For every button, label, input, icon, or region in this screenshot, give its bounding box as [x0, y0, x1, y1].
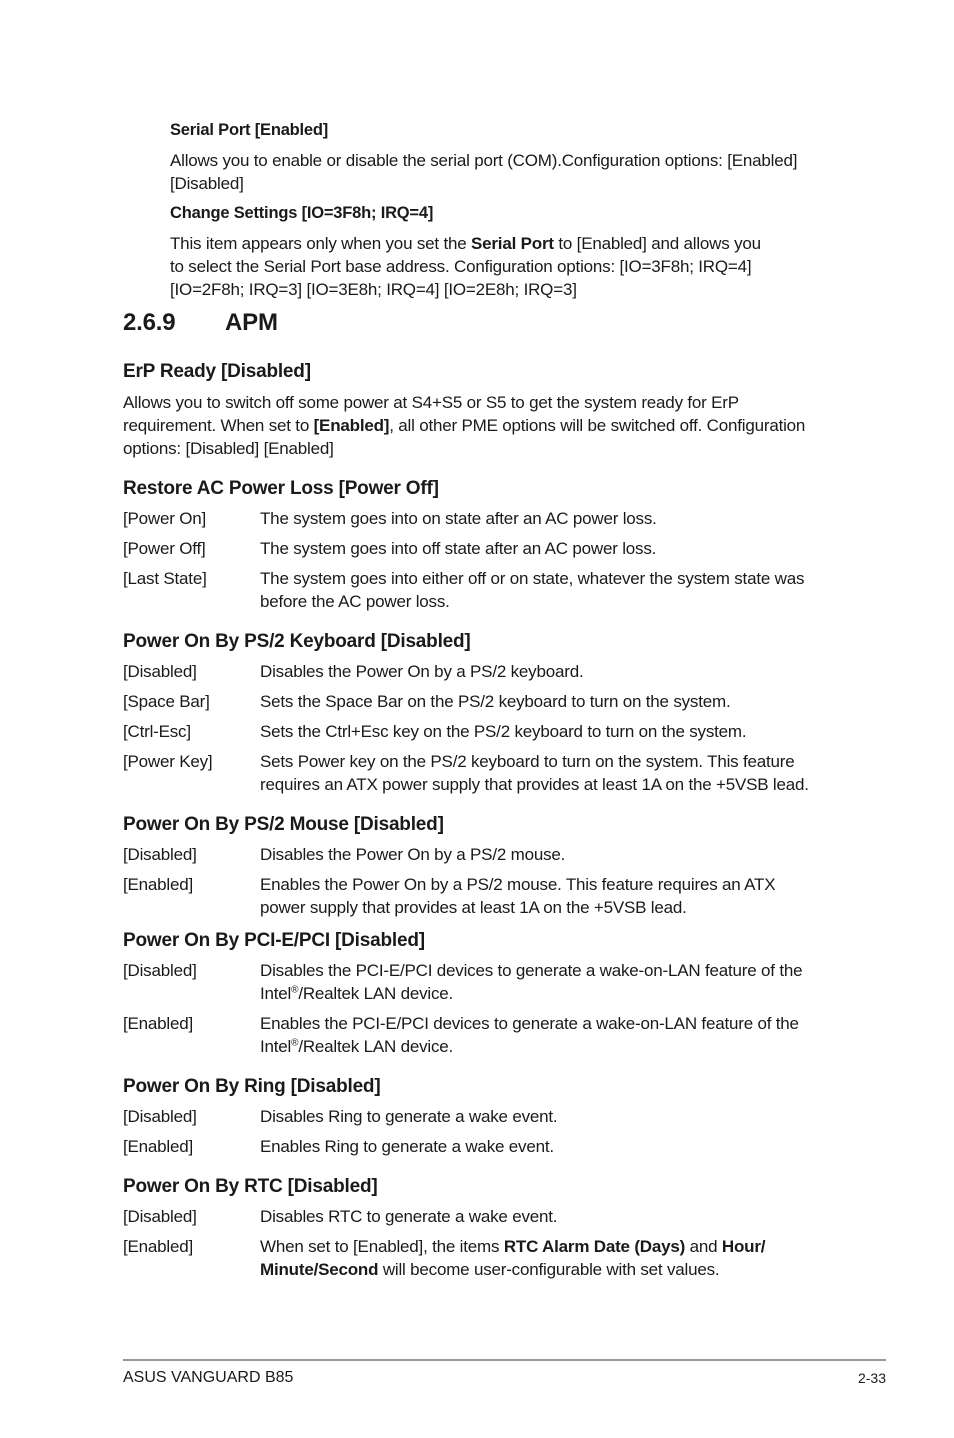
footer-product-name: ASUS VANGUARD B85	[123, 1369, 294, 1386]
erp-desc-line1: Allows you to switch off some power at S4+S5 or S5 to get the system ready for ErP	[123, 393, 739, 412]
ps2-mouse-heading: Power On By PS/2 Mouse [Disabled]	[123, 814, 444, 835]
option-key: [Disabled]	[123, 845, 197, 864]
change-settings-desc-line1: This item appears only when you set the Serial Port to [Enabled] and allows you	[170, 234, 761, 253]
restore-ac-heading: Restore AC Power Loss [Power Off]	[123, 478, 439, 499]
option-key: [Power On]	[123, 509, 207, 528]
option-desc: When set to [Enabled], the items RTC Alarm Date (Days) and Hour/	[260, 1237, 766, 1256]
option-key: [Ctrl-Esc]	[123, 722, 191, 741]
section-number: 2.6.9	[123, 309, 176, 336]
hour-term: Hour/	[721, 1237, 766, 1256]
option-desc: Disables the Power On by a PS/2 keyboard.	[260, 662, 584, 681]
erp-desc-line3: options: [Disabled] [Enabled]	[123, 439, 334, 458]
option-key: [Space Bar]	[123, 692, 210, 711]
option-key: [Disabled]	[123, 1107, 197, 1126]
change-settings-heading: Change Settings [IO=3F8h; IRQ=4]	[170, 204, 434, 222]
erp-desc-line2: requirement. When set to [Enabled], all other PME options will be switched off. Configuration	[123, 416, 806, 435]
option-desc: Intel®/Realtek LAN device.	[260, 1037, 454, 1056]
page-number: 2-33	[857, 1370, 886, 1386]
option-key: [Power Key]	[123, 752, 213, 771]
option-desc: The system goes into either off or on state, whatever the system state was	[260, 569, 805, 588]
footer-rule	[123, 1359, 886, 1361]
option-key: [Enabled]	[123, 1137, 194, 1156]
option-desc: Enables Ring to generate a wake event.	[260, 1137, 554, 1156]
erp-ready-heading: ErP Ready [Disabled]	[123, 361, 311, 382]
registered-mark: ®	[291, 1037, 299, 1049]
option-key: [Disabled]	[123, 1207, 197, 1226]
option-key: [Last State]	[123, 569, 207, 588]
option-key: [Enabled]	[123, 875, 194, 894]
option-desc: Sets Power key on the PS/2 keyboard to turn on the system. This feature	[260, 752, 795, 771]
option-desc: Minute/Second will become user-configurable with set values.	[260, 1260, 720, 1279]
rtc-heading: Power On By RTC [Disabled]	[123, 1176, 378, 1197]
option-desc: before the AC power loss.	[260, 592, 450, 611]
section-title: APM	[225, 309, 278, 336]
change-settings-desc-line2: to select the Serial Port base address. Configuration options: [IO=3F8h; IRQ=4]	[170, 257, 752, 276]
ps2-keyboard-heading: Power On By PS/2 Keyboard [Disabled]	[123, 631, 471, 652]
registered-mark: ®	[291, 984, 299, 996]
serial-port-heading: Serial Port [Enabled]	[170, 121, 329, 139]
serial-port-desc-line1: Allows you to enable or disable the serial port (COM).Configuration options: [Enabled]	[170, 151, 798, 170]
option-key: [Disabled]	[123, 662, 197, 681]
option-desc: Enables the PCI-E/PCI devices to generate a wake-on-LAN feature of the	[260, 1014, 799, 1033]
option-key: [Power Off]	[123, 539, 206, 558]
minute-second-term: Minute/Second	[260, 1260, 379, 1279]
serial-port-desc-line2: [Disabled]	[170, 174, 244, 193]
enabled-term: [Enabled]	[313, 416, 390, 435]
option-desc: power supply that provides at least 1A on the +5VSB lead.	[260, 898, 687, 917]
option-desc: Disables Ring to generate a wake event.	[260, 1107, 558, 1126]
option-key: [Disabled]	[123, 961, 197, 980]
serial-port-term: Serial Port	[471, 234, 554, 253]
option-desc: The system goes into on state after an AC power loss.	[260, 509, 657, 528]
option-desc: Sets the Ctrl+Esc key on the PS/2 keyboard to turn on the system.	[260, 722, 747, 741]
option-desc: Intel®/Realtek LAN device.	[260, 984, 454, 1003]
option-key: [Enabled]	[123, 1014, 194, 1033]
option-desc: requires an ATX power supply that provides at least 1A on the +5VSB lead.	[260, 775, 809, 794]
option-key: [Enabled]	[123, 1237, 194, 1256]
rtc-alarm-date-term: RTC Alarm Date (Days)	[503, 1237, 686, 1256]
option-desc: Enables the Power On by a PS/2 mouse. This feature requires an ATX	[260, 875, 776, 894]
option-desc: The system goes into off state after an AC power loss.	[260, 539, 657, 558]
pcie-heading: Power On By PCI-E/PCI [Disabled]	[123, 930, 425, 951]
change-settings-desc-line3: [IO=2F8h; IRQ=3] [IO=3E8h; IRQ=4] [IO=2E8h; IRQ=3]	[170, 280, 577, 299]
option-desc: Sets the Space Bar on the PS/2 keyboard to turn on the system.	[260, 692, 731, 711]
option-desc: Disables the Power On by a PS/2 mouse.	[260, 845, 566, 864]
option-desc: Disables RTC to generate a wake event.	[260, 1207, 558, 1226]
ring-heading: Power On By Ring [Disabled]	[123, 1076, 381, 1097]
option-desc: Disables the PCI-E/PCI devices to generate a wake-on-LAN feature of the	[260, 961, 803, 980]
